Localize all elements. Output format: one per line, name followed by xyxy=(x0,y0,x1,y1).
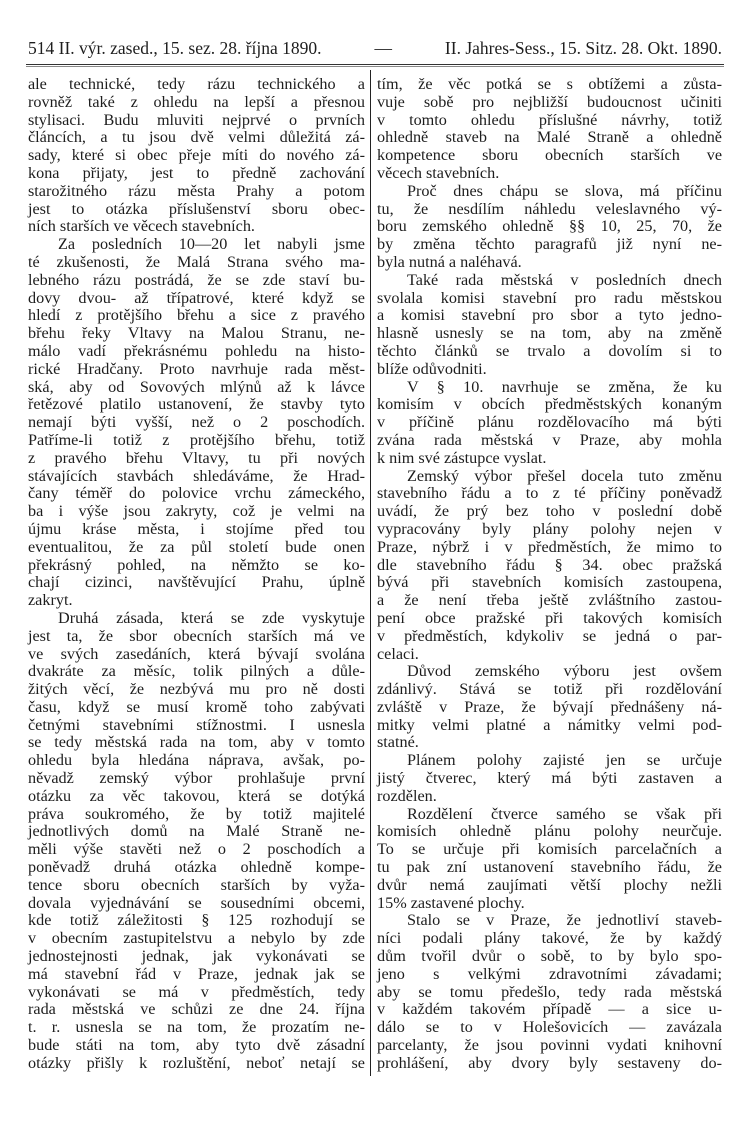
text-line: To se určuje při komisích parcelačních a xyxy=(377,840,722,859)
text-line: bude státi na tom, aby tyto dvě zásadní xyxy=(28,1036,365,1055)
text-line: kde totiž záležitosti § 125 rozhodují se xyxy=(28,911,365,930)
text-line: otázku za věc takovou, která se dotýká xyxy=(28,786,365,805)
text-line: Také rada městská v posledních dnech xyxy=(407,270,722,289)
text-line: dvakráte za měsíc, tolik pilných a důle- xyxy=(28,662,365,681)
text-line: tím, že věc potká se s obtížemi a zůsta- xyxy=(377,75,722,93)
text-line: bývá při stavebních komisích zastoupena, xyxy=(377,573,722,592)
text-line: tence sboru obecních starších by vyža- xyxy=(28,875,365,894)
header-czech: 514 II. výr. zased., 15. sez. 28. října 1890. xyxy=(28,38,322,58)
text-line: stavebního řádu a to z té příčiny poněvadž xyxy=(377,484,722,503)
text-line: 15% zastavené plochy. xyxy=(377,893,525,912)
text-line: stylisaci. Budu mluviti nejprvé o prvních xyxy=(28,110,365,129)
text-line: lebného rázu postrádá, že se zde staví bu- xyxy=(28,270,365,289)
text-line: břehu řeky Vltavy na Malou Stranu, ne- xyxy=(28,324,365,343)
text-line: dovala vyjednávání se sousedními obcemi, xyxy=(28,893,365,912)
text-line: dálo se to v Holešovicích — zavázala xyxy=(377,1018,722,1037)
text-line: byla nutná a naléhavá. xyxy=(377,252,522,271)
text-line: Patříme-li totiž z protějšího břehu, totiž xyxy=(28,430,365,449)
text-line: níci podali plány takové, že by každý xyxy=(377,929,722,948)
text-line: Proč dnes chápu se slova, má příčinu xyxy=(407,181,722,200)
text-line: dvůr nemá zaujímati větší plochy nežli xyxy=(377,875,722,894)
text-line: Druhá zásada, která se zde vyskytuje xyxy=(58,608,365,627)
text-line: jeno s velkými zdravotními závadami; xyxy=(377,964,722,983)
text-line: Zemský výbor přešel docela tuto změnu xyxy=(407,466,722,485)
text-line: ve svých zasedáních, která bývají svolána xyxy=(28,644,365,663)
text-line: eventualitou, že za půl století bude onen xyxy=(28,537,365,556)
text-line: ohledu byla hledána náprava, avšak, po- xyxy=(28,751,365,770)
text-line: z pravého břehu Vltavy, tu při nových xyxy=(28,448,365,467)
running-header xyxy=(28,38,722,62)
text-line: jednotlivých domů na Malé Straně ne- xyxy=(28,822,365,841)
text-line: v předměstích, kdykoliv se jedná o par- xyxy=(377,626,722,645)
text-line: chají cizinci, navštěvující Prahu, úplně xyxy=(28,573,365,592)
text-line: se tedy městská rada na tom, aby v tomto xyxy=(28,733,365,752)
text-line: ská, aby od Sovových mlýnů až k lávce xyxy=(28,377,365,396)
text-line: poněvadž druhá otázka ohledně kompe- xyxy=(28,858,365,877)
text-line: zvána rada městská v Praze, aby mohla xyxy=(377,430,722,449)
header-german: II. Jahres-Sess., 15. Sitz. 28. Okt. 1890. xyxy=(444,38,722,58)
text-line: věcech stavebních. xyxy=(377,163,500,182)
text-line: Za posledních 10—20 let nabyli jsme xyxy=(58,235,365,254)
text-line: statné. xyxy=(377,733,419,752)
text-line: rozdělen. xyxy=(377,786,437,805)
text-line: čany téměř do polovice vrchu zámeckého, xyxy=(28,484,365,503)
text-line: Plánem polohy zajisté jen se určuje xyxy=(407,751,722,770)
header-dash: — xyxy=(374,38,392,58)
text-line: k nim své zástupce vyslat. xyxy=(377,448,547,467)
text-line: kompetence sboru obecních starších ve xyxy=(377,146,722,165)
text-line: by změna těchto paragrafů již nyní ne- xyxy=(377,235,722,254)
text-line: jest ta, že sbor obecních starších má ve xyxy=(28,626,365,645)
text-line: Důvod zemského výboru jest ovšem xyxy=(407,662,722,681)
text-line: dům tvořil dvůr o sobě, to by bylo spo- xyxy=(377,947,722,966)
text-line: řetězové platilo ustanovení, že stavby tyto xyxy=(28,395,365,414)
text-line: uvádí, že prý bez toho v poslední době xyxy=(377,502,722,521)
text-line: rické Hradčany. Proto navrhuje rada měst- xyxy=(28,359,365,378)
text-line: četnými stavebními stížnostmi. I usnesla xyxy=(28,715,365,734)
text-line: práva soukromého, že by totiž majitelé xyxy=(28,804,365,823)
text-line: ba i výše jsou zakryty, což je velmi na xyxy=(28,502,365,521)
text-line: dovy dvou- až třípatrové, které když se xyxy=(28,288,365,307)
text-line: té zkušenosti, že Malá Strana svého ma- xyxy=(28,252,365,271)
left-column xyxy=(28,76,365,1073)
text-line: vypracovány byly plány polohy nejen v xyxy=(377,519,722,538)
text-line: článcích, a tu jsou dvě velmi důležitá zá- xyxy=(28,128,365,147)
text-line: mitky velmi platné a námitky velmi pod- xyxy=(377,715,722,734)
text-line: dle stavebního řádu § 34. obec pražská xyxy=(377,555,722,574)
text-line: zdánlivý. Stává se totiž při rozdělování xyxy=(377,680,722,699)
text-line: sady, které si obec přeje míti do nového zá- xyxy=(28,146,365,165)
text-line: zvláště v Praze, že bývají přednášeny ná- xyxy=(377,697,722,716)
text-line: v příčině plánu rozdělovacího má býti xyxy=(377,413,722,432)
text-line: celaci. xyxy=(377,644,419,663)
text-line: boru zemského ohledně §§ 10, 25, 70, že xyxy=(377,217,722,236)
text-line: v tomto ohledu příslušné návrhy, totiž xyxy=(377,110,722,129)
text-line: žitých věcí, že nezbývá mu pro ně dosti xyxy=(28,680,365,699)
text-line: kona přijaty, jest to předně zachování xyxy=(28,163,365,182)
text-line: blíže odůvodniti. xyxy=(377,359,487,378)
text-line: jednostejnosti jednak, jak vykonávati se xyxy=(28,947,365,966)
header-rule-thin xyxy=(26,66,724,67)
text-line: stávajících stavbách shledáváme, že Hrad- xyxy=(28,466,365,485)
text-line: svolala komisi stavební pro radu městskou xyxy=(377,288,722,307)
text-line: ních starších ve věcech stavebních. xyxy=(28,217,255,236)
right-column xyxy=(377,76,722,1073)
text-line: pení obce pražské při takových komisích xyxy=(377,608,722,627)
text-line: otázky přišly k rozluštění, neboť netají se xyxy=(28,1053,365,1072)
text-line: jistý čtverec, který má býti zastaven a xyxy=(377,769,722,788)
text-line: prohlášení, aby dvory byly sestaveny do- xyxy=(377,1053,722,1072)
text-line: času, když se musí kromě toho zabývati xyxy=(28,697,365,716)
text-line: a komisi stavební pro sbor a tyto jedno- xyxy=(377,306,722,325)
text-line: hlasně usnesly se na tom, aby na změně xyxy=(377,324,722,343)
text-line: má stavební řád v Praze, jednak jak se xyxy=(28,964,365,983)
header-rule xyxy=(26,64,724,65)
text-line: a že není třeba ještě zvláštního zastou- xyxy=(377,591,722,610)
text-line: těchto článků se trvalo a dovolím si to xyxy=(377,341,722,360)
column-divider xyxy=(370,70,371,1076)
text-line: v každém takovém případě — a sice u- xyxy=(377,1000,722,1019)
text-line: starožitného rázu města Prahy a potom xyxy=(28,181,365,200)
text-line: újmu krásе města, i stojíme před tou xyxy=(28,519,365,538)
text-line: ale technické, tedy rázu technického a xyxy=(28,75,365,93)
text-line: ohledně staveb na Malé Straně a ohledně xyxy=(377,128,722,147)
text-line: parcelanty, že jsou povinni vydati knihovní xyxy=(377,1036,722,1055)
text-line: tu, že nesdílím náhledu veleslavného vý- xyxy=(377,199,722,218)
text-line: V § 10. navrhuje se změna, že ku xyxy=(407,377,722,396)
text-line: tu pak zní ustanovení stavebního řádu, že xyxy=(377,858,722,877)
text-line: málo vadí překrásnému pohledu na histo- xyxy=(28,341,365,360)
text-line: překrásný pohled, na němžto se ko- xyxy=(28,555,365,574)
text-line: jest to otázka příslušenství sboru obec- xyxy=(28,199,365,218)
text-line: zakryt. xyxy=(28,591,73,610)
text-line: měli výše stavěti než o 2 poschodích a xyxy=(28,840,365,859)
text-line: nemají býti vyšší, než o 2 poschodích. xyxy=(28,413,365,432)
text-line: aby se tomu předešlo, tedy rada městská xyxy=(377,982,722,1001)
text-line: hledí z protějšího břehu a sice z pravého xyxy=(28,306,365,325)
text-line: vuje sobě pro nejbližší budoucnost učiniti xyxy=(377,92,722,111)
text-line: Praze, nýbrž i v předměstích, že mimo to xyxy=(377,537,722,556)
text-line: t. r. usnesla se na tom, že prozatím ne- xyxy=(28,1018,365,1037)
text-line: rada městská ve schůzi ze dne 24. října xyxy=(28,1000,365,1019)
text-line: v obecním zastupitelstvu a nebylo by zde xyxy=(28,929,365,948)
text-line: něvadž zemský výbor prohlašuje první xyxy=(28,769,365,788)
text-line: komisích ohledně plánu polohy neurčuje. xyxy=(377,822,722,841)
text-line: rovněž také z ohledu na lepší a přesnou xyxy=(28,92,365,111)
text-line: Rozdělení čtverce samého se však při xyxy=(407,804,722,823)
text-line: komisím v obcích předměstských konaným xyxy=(377,395,722,414)
text-line: Stalo se v Praze, že jednotliví staveb- xyxy=(407,911,722,930)
text-line: vykonávati se má v předměstích, tedy xyxy=(28,982,365,1001)
